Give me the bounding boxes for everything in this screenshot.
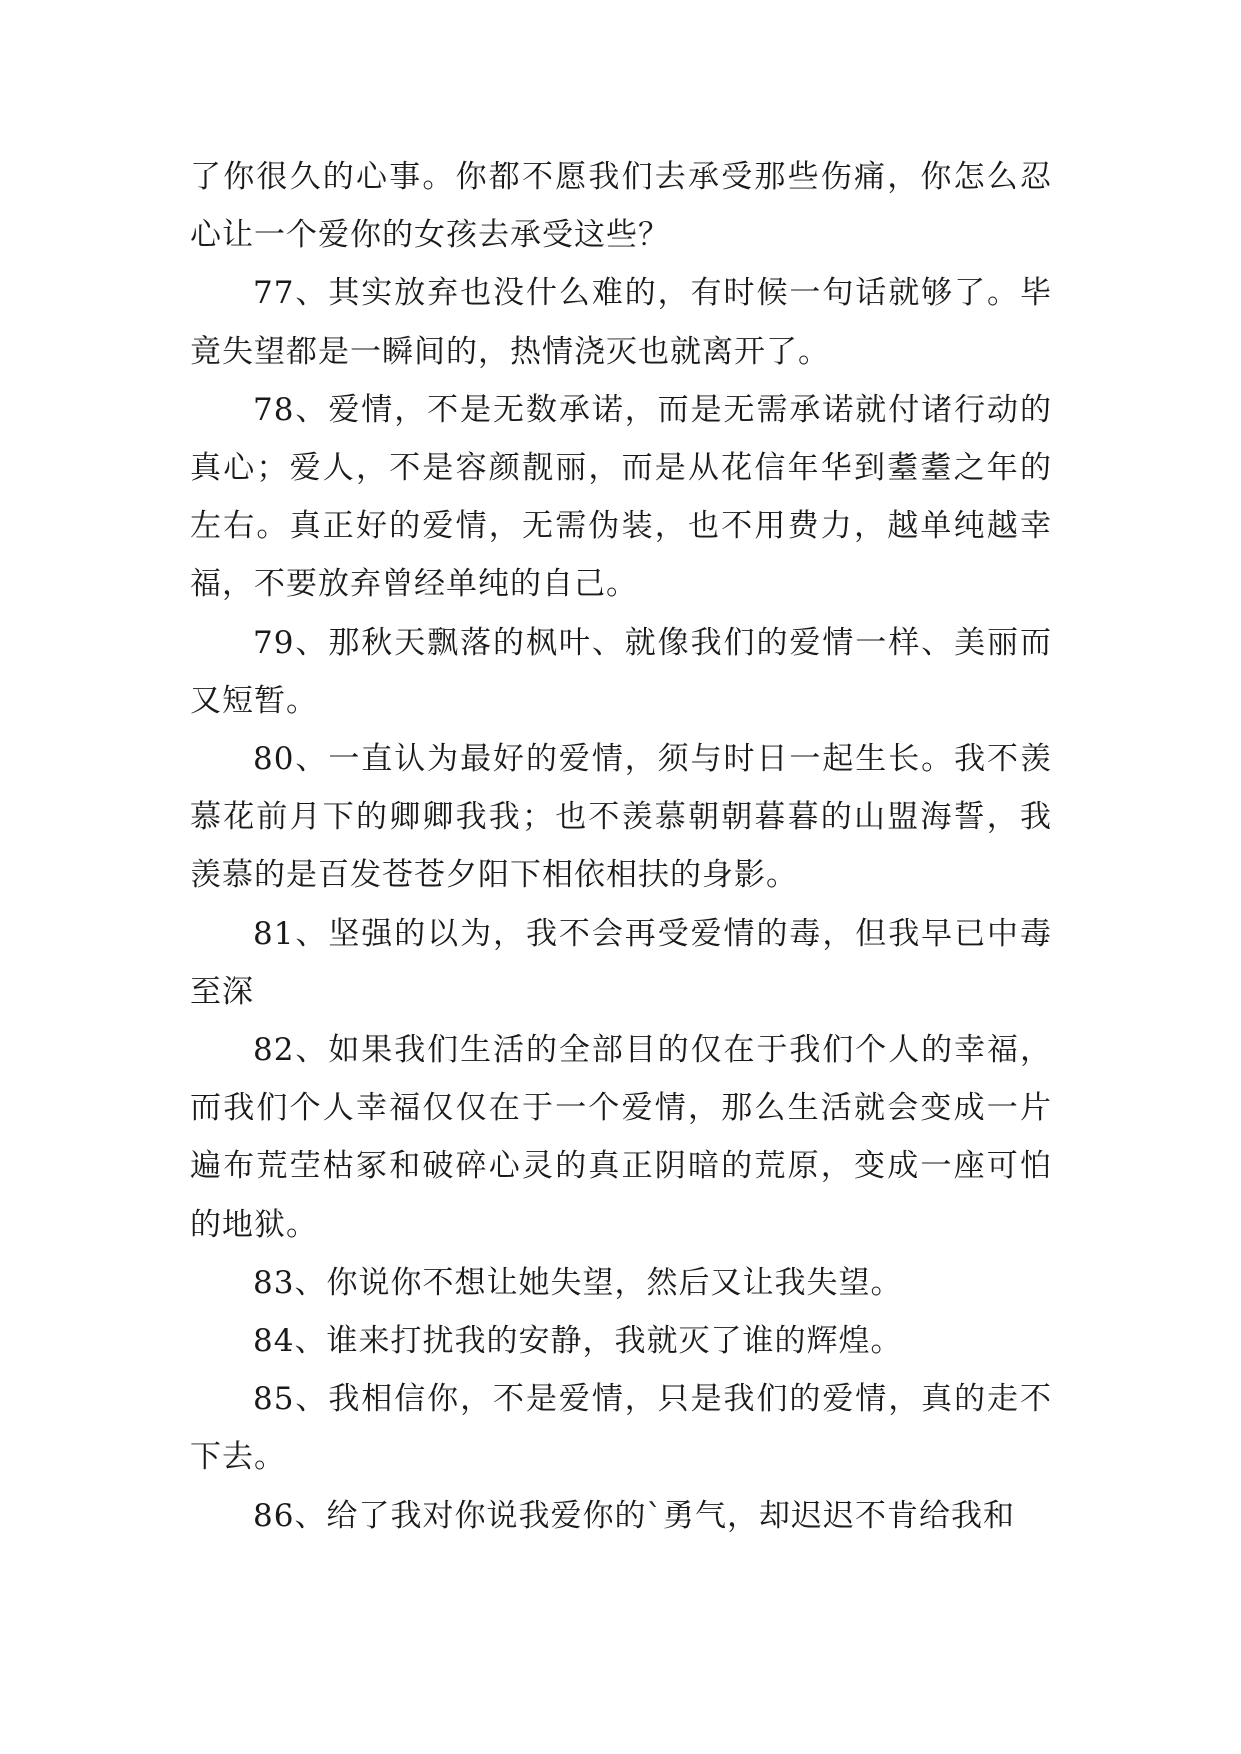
paragraph-84: 84、谁来打扰我的安静，我就灭了谁的辉煌。 [253, 1323, 903, 1360]
paragraph-86: 86、给了我对你说我爱你的`勇气，却迟迟不肯给我和 [253, 1497, 1015, 1534]
paragraph-78: 78、爱情，不是无数承诺，而是无需承诺就付诸行动的真心；爱人，不是容颜靓丽，而是从花信年华到耋耋之年的左右。真正好的爱情，无需伪装，也不用费力，越单纯越幸福，不要放弃曾经单纯的自己。 [190, 391, 1052, 603]
paragraph-continuation: 了你很久的心事。你都不愿我们去承受那些伤痛，你怎么忍心让一个爱你的女孩去承受这些？ [190, 159, 1052, 254]
document-body [190, 148, 1052, 1545]
paragraph-83: 83、你说你不想让她失望，然后又让我失望。 [253, 1264, 903, 1301]
paragraph-82: 82、如果我们生活的全部目的仅在于我们个人的幸福，而我们个人幸福仅仅在于一个爱情，那么生活就会变成一片遍布荒茔枯冢和破碎心灵的真正阴暗的荒原，变成一座可怕的地狱。 [190, 1032, 1052, 1243]
paragraph-80: 80、一直认为最好的爱情，须与时日一起生长。我不羡慕花前月下的卿卿我我；也不羡慕朝朝暮暮的山盟海誓，我羡慕的是百发苍苍夕阳下相依相扶的身影。 [190, 741, 1052, 894]
paragraph-77: 77、其实放弃也没什么难的，有时候一句话就够了。毕竟失望都是一瞬间的，热情浇灭也就离开了。 [190, 275, 1052, 370]
paragraph-85: 85、我相信你，不是爱情，只是我们的爱情，真的走不下去。 [190, 1381, 1052, 1476]
paragraph-79: 79、那秋天飘落的枫叶、就像我们的爱情一样、美丽而又短暂。 [190, 624, 1052, 719]
paragraph-81: 81、坚强的以为，我不会再受爱情的毒，但我早已中毒至深 [190, 915, 1052, 1010]
